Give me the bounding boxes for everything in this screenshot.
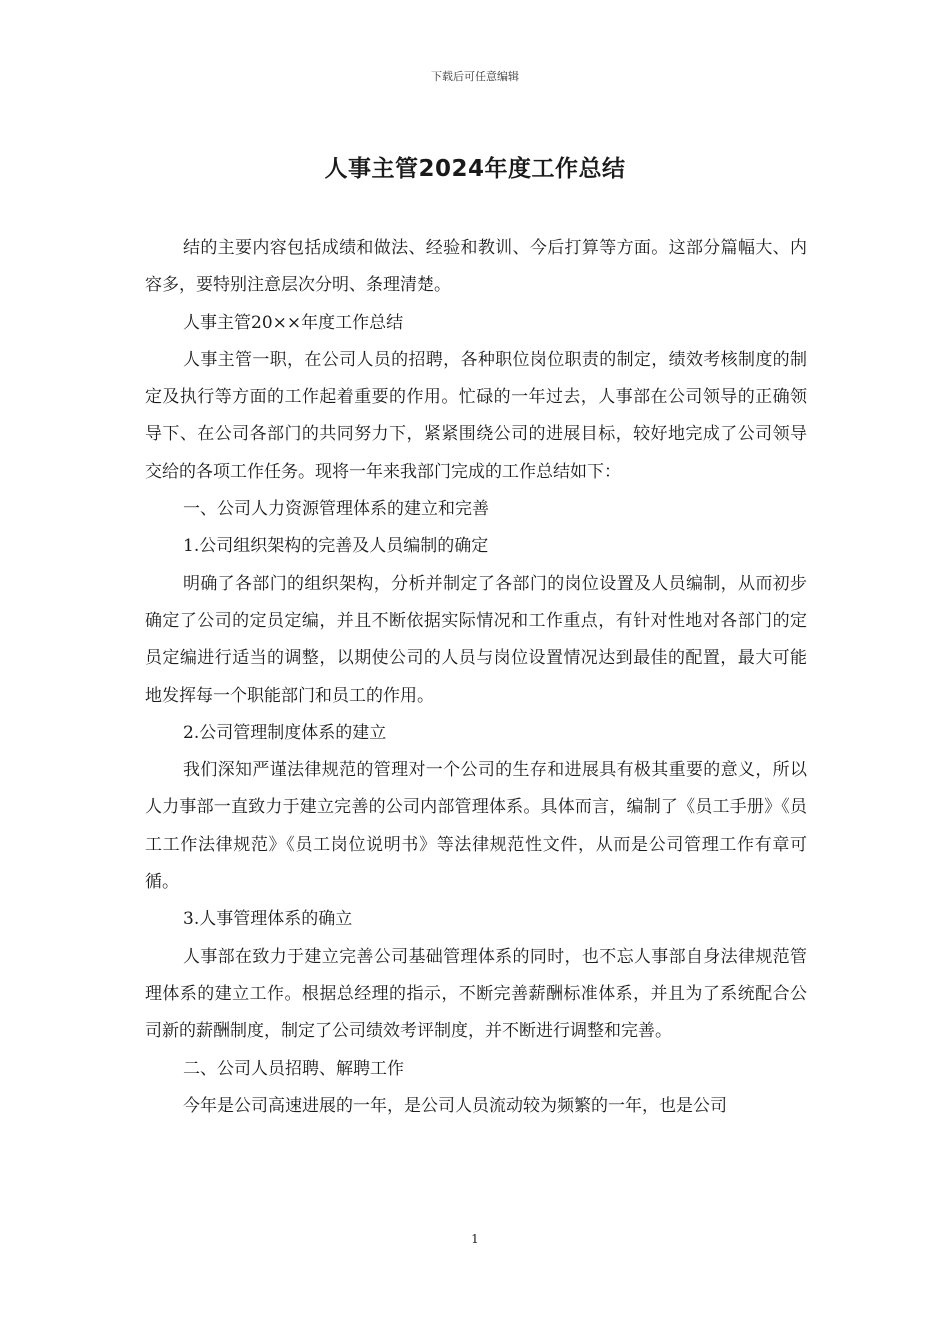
paragraph-recruitment: 今年是公司高速进展的一年，是公司人员流动较为频繁的一年，也是公司 [183,1095,727,1116]
page-number: 1 [471,1232,479,1246]
subsection-heading-1-3: 3.人事管理体系的确立 [183,909,353,930]
section-heading-2: 二、公司人员招聘、解聘工作 [183,1058,404,1079]
paragraph-intro: 结的主要内容包括成绩和做法、经验和教训、今后打算等方面。这部分篇幅大、内容多，要特别注意层次分明、条理清楚。 [145,238,807,296]
document-body [145,230,807,1125]
paragraph-subtitle: 人事主管20××年度工作总结 [183,312,404,333]
subsection-heading-1-2: 2.公司管理制度体系的建立 [183,722,387,743]
section-heading-1: 一、公司人力资源管理体系的建立和完善 [183,499,489,520]
document-title: 人事主管2024年度工作总结 [324,156,626,182]
subsection-heading-1-1: 1.公司组织架构的完善及人员编制的确定 [183,536,489,557]
paragraph-org-structure: 明确了各部门的组织架构，分析并制定了各部门的岗位设置及人员编制，从而初步确定了公司的定员定编，并且不断依据实际情况和工作重点，有针对性地对各部门的定员定编进行适当的调整，以期使公司的人员与岗位设置情况达到最佳的配置，最大可能地发挥每一个职能部门和员工的作用。 [145,573,807,706]
paragraph-hr-system: 人事部在致力于建立完善公司基础管理体系的同时，也不忘人事部自身法律规范管理体系的建立工作。根据总经理的指示，不断完善薪酬标准体系，并且为了系统配合公司新的薪酬制度，制定了公司绩效考评制度，并不断进行调整和完善。 [145,946,807,1042]
paragraph-management-system: 我们深知严谨法律规范的管理对一个公司的生存和进展具有极其重要的意义，所以人力事部一直致力于建立完善的公司内部管理体系。具体而言，编制了《员工手册》《员工工作法律规范》《员工岗位说明书》等法律规范性文件，从而是公司管理工作有章可循。 [145,760,807,893]
paragraph-overview: 人事主管一职，在公司人员的招聘，各种职位岗位职责的制定，绩效考核制度的制定及执行等方面的工作起着重要的作用。忙碌的一年过去，人事部在公司领导的正确领导下、在公司各部门的共同努力下，紧紧围绕公司的进展目标，较好地完成了公司领导交给的各项工作任务。现将一年来我部门完成的工作总结如下： [145,349,807,482]
header-note: 下载后可任意编辑 [431,70,519,83]
